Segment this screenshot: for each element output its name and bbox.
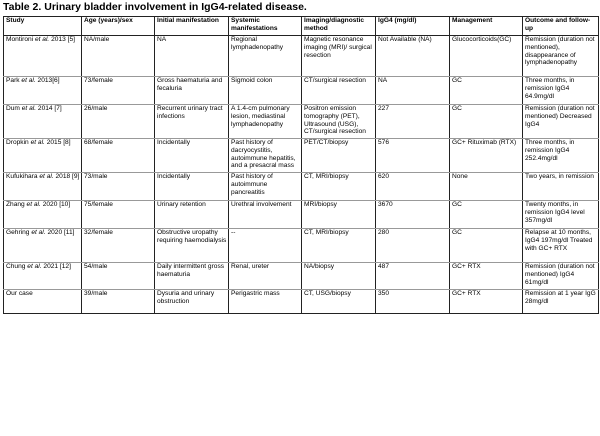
cell-management: GC+ RTX xyxy=(450,290,523,314)
cell-systemic: Past history of autoimmune pancreatitis xyxy=(229,173,302,201)
cell-outcome: Remission (duration not mentioned) Decreased IgG4 xyxy=(523,105,599,139)
cell-age-sex: 75/female xyxy=(82,201,155,229)
cell-outcome: Twenty months, in remission IgG4 level 357mg/dl xyxy=(523,201,599,229)
cell-systemic: Past history of dacryocystitis, autoimmune hepatitis, and a presacral mass xyxy=(229,139,302,173)
cell-igg4: 487 xyxy=(376,263,450,290)
cell-management: Glucocorticoids(GC) xyxy=(450,36,523,77)
cell-igg4: 3670 xyxy=(376,201,450,229)
header-outcome: Outcome and follow-up xyxy=(523,17,599,36)
cell-systemic: Sigmoid colon xyxy=(229,77,302,105)
cell-outcome: Remission at 1 year IgG 28mg/dl xyxy=(523,290,599,314)
cell-management: GC xyxy=(450,77,523,105)
table-row xyxy=(4,263,599,290)
cell-management: GC xyxy=(450,229,523,263)
header-study: Study xyxy=(4,17,82,36)
header-management: Management xyxy=(450,17,523,36)
cell-systemic: Perigastric mass xyxy=(229,290,302,314)
table-row xyxy=(4,36,599,77)
cell-outcome: Remission (duration not mentioned) IgG4 61mg/dl xyxy=(523,263,599,290)
table-row xyxy=(4,77,599,105)
cell-age-sex: 73/male xyxy=(82,173,155,201)
table-row xyxy=(4,139,599,173)
cell-imaging: CT/surgical resection xyxy=(302,77,376,105)
cell-study: Zhang et al. 2020 [10] xyxy=(4,201,82,229)
header-age-sex: Age (years)/sex xyxy=(82,17,155,36)
cell-systemic: Regional lymphadenopathy xyxy=(229,36,302,77)
cell-igg4: NA xyxy=(376,77,450,105)
table-row xyxy=(4,173,599,201)
cell-initial: Recurrent urinary tract infections xyxy=(155,105,229,139)
cell-study: Park et al. 2013[6] xyxy=(4,77,82,105)
cell-initial: Urinary retention xyxy=(155,201,229,229)
cell-initial: NA xyxy=(155,36,229,77)
cell-outcome: Three months, in remission IgG4 64.9mg/dl xyxy=(523,77,599,105)
table-row xyxy=(4,290,599,314)
cell-systemic: -- xyxy=(229,229,302,263)
cell-study: Dropkin et al. 2015 [8] xyxy=(4,139,82,173)
cell-age-sex: 32/female xyxy=(82,229,155,263)
header-initial: Initial manifestation xyxy=(155,17,229,36)
cell-systemic: A 1.4-cm pulmonary lesion, mediastinal lymphadenopathy xyxy=(229,105,302,139)
cell-igg4: 576 xyxy=(376,139,450,173)
cell-initial: Incidentally xyxy=(155,139,229,173)
cell-study: Our case xyxy=(4,290,82,314)
cell-study: Gehring et al. 2020 [11] xyxy=(4,229,82,263)
cell-initial: Incidentally xyxy=(155,173,229,201)
table-row xyxy=(4,105,599,139)
header-igg4: IgG4 (mg/dl) xyxy=(376,17,450,36)
cell-initial: Gross haematuria and fecaluria xyxy=(155,77,229,105)
cell-imaging: MRI/biopsy xyxy=(302,201,376,229)
cell-igg4: Not Available (NA) xyxy=(376,36,450,77)
cell-management: GC xyxy=(450,201,523,229)
cell-outcome: Remission (duration not mentioned), disappearance of lymphadenopathy xyxy=(523,36,599,77)
cell-igg4: 227 xyxy=(376,105,450,139)
cell-age-sex: 54/male xyxy=(82,263,155,290)
cell-management: GC+ RTX xyxy=(450,263,523,290)
cell-imaging: PET/CT/biopsy xyxy=(302,139,376,173)
cell-study: Montironi et al. 2013 [5] xyxy=(4,36,82,77)
header-imaging: Imaging/diagnostic method xyxy=(302,17,376,36)
cell-outcome: Relapse at 10 months, IgG4 197mg/dl Treated with GC+ RTX xyxy=(523,229,599,263)
cell-initial: Dysuria and urinary obstruction xyxy=(155,290,229,314)
cell-management: None xyxy=(450,173,523,201)
cell-imaging: NA/biopsy xyxy=(302,263,376,290)
cell-age-sex: 39/male xyxy=(82,290,155,314)
cell-systemic: Urethral involvement xyxy=(229,201,302,229)
table-row xyxy=(4,201,599,229)
table-row xyxy=(4,229,599,263)
cell-imaging: CT, MRI/biopsy xyxy=(302,173,376,201)
cell-study: Dum et al. 2014 [7] xyxy=(4,105,82,139)
cell-management: GC xyxy=(450,105,523,139)
table-title: Table 2. Urinary bladder involvement in IgG4-related disease. xyxy=(3,1,307,13)
header-row xyxy=(4,17,599,36)
cell-imaging: Magnetic resonance imaging (MRI)/ surgical resection xyxy=(302,36,376,77)
cell-imaging: CT, MRI/biopsy xyxy=(302,229,376,263)
cell-igg4: 350 xyxy=(376,290,450,314)
cell-outcome: Two years, in remission xyxy=(523,173,599,201)
igg4-bladder-table xyxy=(3,16,599,314)
cell-age-sex: 73/female xyxy=(82,77,155,105)
cell-systemic: Renal, ureter xyxy=(229,263,302,290)
header-systemic: Systemic manifestations xyxy=(229,17,302,36)
cell-age-sex: 68/female xyxy=(82,139,155,173)
cell-imaging: Positron emission tomography (PET), Ultrasound (USG), CT/surgical resection xyxy=(302,105,376,139)
cell-initial: Obstructive uropathy requiring haemodialysis xyxy=(155,229,229,263)
cell-age-sex: NA/male xyxy=(82,36,155,77)
cell-study: Kufukihara et al. 2018 [9] xyxy=(4,173,82,201)
cell-study: Chung et al. 2021 [12] xyxy=(4,263,82,290)
cell-age-sex: 26/male xyxy=(82,105,155,139)
cell-management: GC+ Rituximab (RTX) xyxy=(450,139,523,173)
cell-igg4: 280 xyxy=(376,229,450,263)
cell-igg4: 620 xyxy=(376,173,450,201)
cell-imaging: CT, USG/biopsy xyxy=(302,290,376,314)
cell-initial: Daily intermittent gross haematuria xyxy=(155,263,229,290)
cell-outcome: Three months, in remission IgG4 252.4mg/dl xyxy=(523,139,599,173)
